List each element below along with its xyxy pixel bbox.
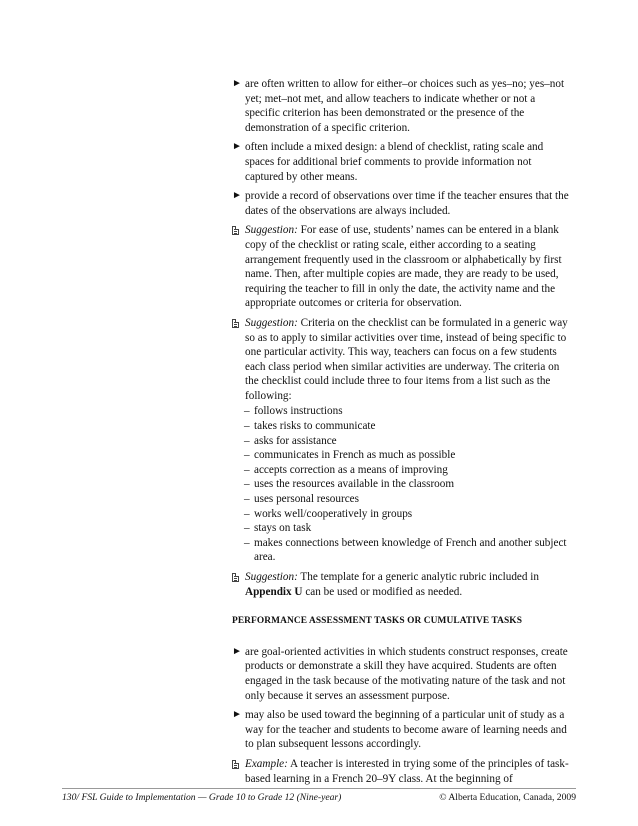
footer-divider [62, 788, 576, 789]
list-item: – follows instructions [244, 405, 343, 418]
example-task-based [232, 757, 570, 786]
arrow-bullet-icon: ► [232, 709, 242, 721]
list-item: – accepts correction as a means of improving [244, 463, 448, 476]
suggestion-text: For ease of use, students’ names can be entered in a blank copy of the checklist or rating scale, either according to a seating arrangement frequently used in the classroom or alphabetically by first name. Then, after multiple copies are made, they are ready to be used, requiring the teacher to fill in only the date, the activity name and the appropriate outcomes or criteria for observation. [245, 224, 562, 310]
bullet-text: may also be used toward the beginning of a particular unit of study as a way for the teacher and students to become aware of learning needs and to plan subsequent lessons accordingly. [245, 709, 567, 751]
note-icon [232, 573, 239, 582]
bullet-beginning-unit [232, 708, 570, 752]
suggestion-criteria [232, 316, 570, 404]
bullet-goal-oriented [232, 645, 570, 703]
bullet-text: are often written to allow for either–or choices such as yes–no; yes–not yet; met–not met, and allow teachers to indicate whether or not a specific criterion has been demonstrated or the presence of the demonstration of a specific criterion. [245, 78, 565, 134]
footer-title: 130/ FSL Guide to Implementation — Grade 10 to Grade 12 (Nine-year) [62, 792, 342, 803]
text-column [232, 77, 570, 791]
bullet-text: are goal-oriented activities in which students construct responses, create products or demonstrate a skill they have acquired. Students are often engaged in the task because of the motivating nature of the task and not only because it serves an assessment purpose. [245, 645, 568, 702]
bullet-either-or [232, 77, 570, 135]
footer-copyright: © Alberta Education, Canada, 2009 [439, 792, 576, 803]
section-heading: PERFORMANCE ASSESSMENT TASKS OR CUMULATIVE TASKS [232, 616, 523, 627]
note-icon [232, 760, 239, 769]
bullet-record-observations [232, 189, 570, 218]
arrow-bullet-icon: ► [232, 190, 242, 202]
suggestion-label: Suggestion: [245, 316, 298, 329]
list-item: – uses personal resources [244, 493, 360, 506]
suggestion-text: Criteria on the checklist can be formulated in a generic way so as to apply to similar activities over time, instead of being specific to one particular activity. This way, teachers can focus on a few students each class period when similar activities are underway. The criteria on the checklist could include three to four items from a list such as the following: [245, 316, 568, 402]
list-item: – stays on task [244, 522, 312, 535]
example-text: A teacher is interested in trying some of the principles of task-based learning in a French 20–9Y class. At the beginning of [245, 757, 569, 785]
arrow-bullet-icon: ► [232, 141, 242, 153]
list-item: – makes connections between knowledge of French and another subject area. [244, 536, 567, 564]
bullet-mixed-design [232, 140, 570, 184]
list-item: – communicates in French as much as possible [244, 449, 456, 462]
suggestion-label: Suggestion: [245, 224, 298, 237]
arrow-bullet-icon: ► [232, 645, 242, 657]
note-icon [232, 226, 239, 235]
appendix-reference: Appendix U [245, 585, 303, 598]
list-item: – uses the resources available in the classroom [244, 478, 455, 491]
suggestion-label: Suggestion: [245, 571, 298, 583]
criteria-list [232, 404, 570, 565]
example-label: Example: [245, 757, 288, 770]
arrow-bullet-icon: ► [232, 78, 242, 89]
list-item: – works well/cooperatively in groups [244, 507, 413, 520]
list-item: – takes risks to communicate [244, 420, 376, 433]
note-icon [232, 319, 239, 328]
suggestion-names [232, 223, 570, 311]
suggestion-template: Suggestion: The template for a generic analytic rubric included in Appendix U can be used or modified as needed. [232, 570, 570, 599]
bullet-text: provide a record of observations over time if the teacher ensures that the dates of the observations are always included. [245, 190, 569, 217]
list-item: – asks for assistance [244, 434, 337, 447]
bullet-text: often include a mixed design: a blend of checklist, rating scale and spaces for additional brief comments to provide information not captured by other means. [245, 141, 544, 183]
